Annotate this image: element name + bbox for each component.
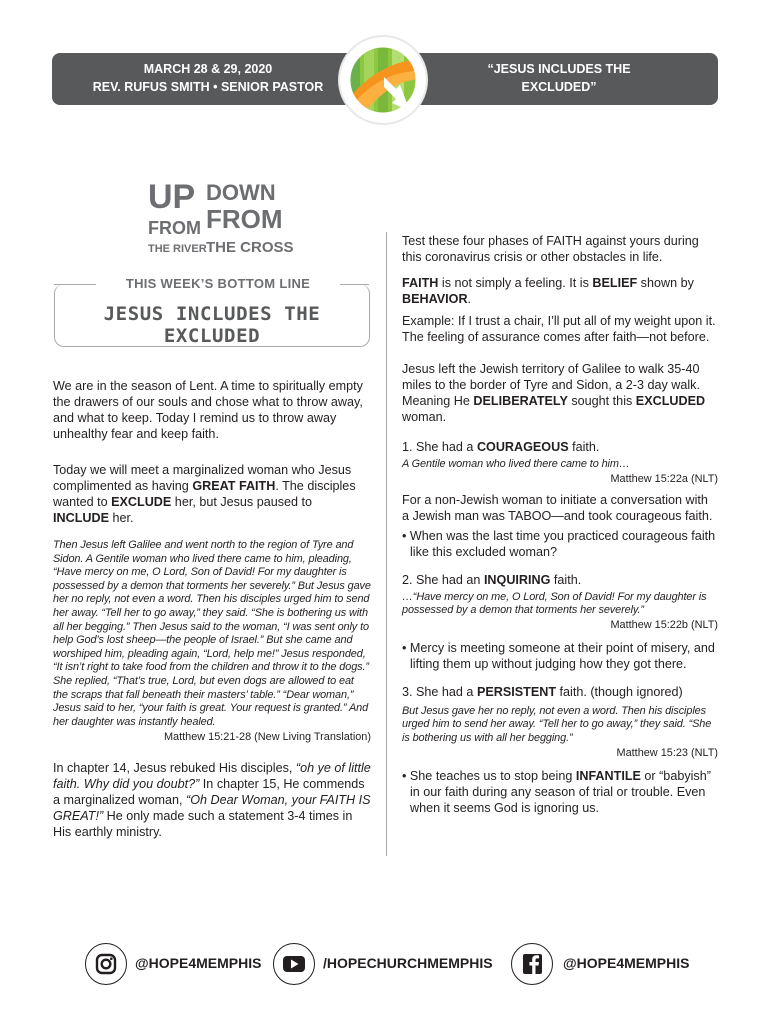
facebook-handle: @HOPE4MEMPHIS [563,955,690,971]
text-span: her. [108,511,134,525]
text-span: 2. She had an [402,572,484,587]
left-column [53,378,371,840]
text-span: . The disciples wanted to [53,479,356,509]
persistent-emphasis: PERSISTENT [476,684,557,699]
excluded-emphasis: EXCLUDED [635,394,706,408]
sermon-title-line1: “JESUS INCLUDES THE [487,62,631,76]
text-span: or “babyish” in our faith during any season of trial or trouble. Even when it seems God is ignoring us. [410,768,711,815]
belief-emphasis: BELIEF [592,276,638,290]
series-logo-up: UP [148,178,196,216]
pastor-name: REV. RUFUS SMITH • SENIOR PASTOR [92,80,324,94]
include-emphasis: INCLUDE [53,511,109,525]
point-2-heading [402,572,718,588]
galilee-paragraph [402,361,718,425]
point-2-citation: Matthew 15:22b (NLT) [610,618,718,631]
instagram-icon [85,943,127,985]
youtube-link[interactable] [273,943,503,989]
marginalized-paragraph [53,462,371,526]
series-logo-the-cross: THE CROSS [206,239,294,256]
text-span: faith. [550,572,582,587]
chair-example: Example: If I trust a chair, I’ll put all of my weight upon it. The feeling of assurance comes after faith—not before. [402,314,716,344]
faith-phases-intro: Test these four phases of FAITH against yours during this coronavirus crisis or other obstacles in life. [402,234,699,264]
sermon-title-line2: EXCLUDED” [521,80,597,94]
inquiring-emphasis: INQUIRING [483,572,551,587]
text-span: Today we will meet a marginalized woman who Jesus complimented as having [53,463,352,493]
point-3-bullet [402,768,718,816]
rebuke-quote: “oh ye of little faith. Why did you doubt?” [53,761,371,792]
text-span: In chapter 15, He commends a marginalized woman, [53,777,365,808]
text-span: is not simply a feeling. It is [438,276,593,290]
text-span: • She teaches us to stop being [402,768,576,783]
series-logo-down: DOWN [206,180,276,205]
chapter-14-paragraph [53,760,371,840]
point-2-bullet: • Mercy is meeting someone at their point of misery, and lifting them up without judging how they got there. [402,640,715,671]
point-1-body: For a non-Jewish woman to initiate a conversation with a Jewish man was TABOO—and took courageous faith. [402,492,713,523]
text-span: faith. (though ignored) [556,684,683,699]
point-1-bullet: • When was the last time you practiced courageous faith like this excluded woman? [402,528,716,559]
faith-emphasis: FAITH [402,276,439,290]
column-divider [386,232,387,856]
faith-definition [402,275,718,307]
text-span: He only made such a statement 3-4 times in His earthly ministry. [53,809,353,840]
youtube-handle: /HOPECHURCHMEMPHIS [323,955,493,971]
scripture-citation: Matthew 15:21-28 (New Living Translation) [163,731,371,744]
facebook-link[interactable] [511,943,701,989]
text-span: In chapter 14, Jesus rebuked His disciples, [53,761,296,776]
text-span: woman. [402,410,447,424]
right-column [402,233,718,816]
instagram-link[interactable] [85,943,275,989]
text-span: . [467,292,472,306]
instagram-handle: @HOPE4MEMPHIS [135,955,262,971]
text-span: faith. [568,440,600,454]
point-1-heading [402,439,718,455]
intro-paragraph: We are in the season of Lent. A time to spiritually empty the drawers of our souls and chose what to throw away, and what to keep. Today I remind us to throw away unhealthy fear and keep faith. [53,379,363,441]
point-3-citation: Matthew 15:23 (NLT) [616,746,718,759]
infantile-emphasis: INFANTILE [575,768,641,783]
text-span: her, but Jesus paused to [171,495,313,509]
header-date-pastor [52,60,364,96]
series-logo-from-2: FROM [206,204,283,234]
sermon-title [448,60,670,96]
text-span: 3. She had a [402,684,477,699]
bottom-line-label: THIS WEEK’S BOTTOM LINE [96,276,340,291]
point-1-citation: Matthew 15:22a (NLT) [610,472,718,485]
facebook-icon [511,943,553,985]
church-logo-icon [340,37,426,123]
series-logo-from-1: FROM [148,218,201,238]
scripture-passage: Then Jesus left Galilee and went north to the region of Tyre and Sidon. A Gentile woman who lived there came to him, pleading, “Have mercy on me, O Lord, Son of David! For my daughter is possessed by a demon that torments her severely.” But Jesus gave her no reply, not even a word. Then his disciples urged him to send her away. “Tell her to go away,” they said. “She is bothering us with all her begging.” Then Jesus said to the woman, “I was sent only to help God’s lost sheep—the people of Israel.” But she came and worshiped him, pleading again, “Lord, help me!” Jesus responded, “It isn’t right to take food from the children and throw it to the dogs.” She replied, “That’s true, Lord, but even dogs are allowed to eat the scraps that fall beneath their masters’ table.” “Dear woman,” Jesus said to her, “your faith is great. Your request is granted.” And her daughter was instantly healed. [53,539,371,728]
text-span: 1. She had a [402,440,477,454]
service-date: MARCH 28 & 29, 2020 [143,62,273,76]
bottom-line-title: JESUS INCLUDES THE EXCLUDED [103,303,321,347]
point-3-scripture: But Jesus gave her no reply, not even a word. Then his disciples urged him to send her away. “Tell her to go away,” they said. “She is bothering us with all her begging.” [402,704,712,744]
commend-quote: “Oh Dear Woman, your FAITH IS GREAT!” [53,793,371,824]
text-span: shown by [637,276,694,290]
text-span: Jesus left the Jewish territory of Galilee to walk 35-40 miles to the border of Tyre and Sidon, a 2-3 day walk. Meaning He [402,362,700,408]
great-faith-emphasis: GREAT FAITH [192,479,276,493]
point-2-scripture: …“Have mercy on me, O Lord, Son of David! For my daughter is possessed by a demon that torments her severely.” [402,590,707,617]
deliberately-emphasis: DELIBERATELY [473,394,568,408]
church-logo [340,37,426,123]
point-3-heading [402,684,718,700]
point-1-scripture: A Gentile woman who lived there came to him… [402,458,630,470]
courageous-emphasis: COURAGEOUS [476,440,569,454]
youtube-icon [273,943,315,985]
text-span: sought this [567,394,636,408]
series-logo [148,178,294,256]
series-logo-the-river: THE RIVER [148,243,207,255]
behavior-emphasis: BEHAVIOR [402,292,468,306]
exclude-emphasis: EXCLUDE [111,495,172,509]
